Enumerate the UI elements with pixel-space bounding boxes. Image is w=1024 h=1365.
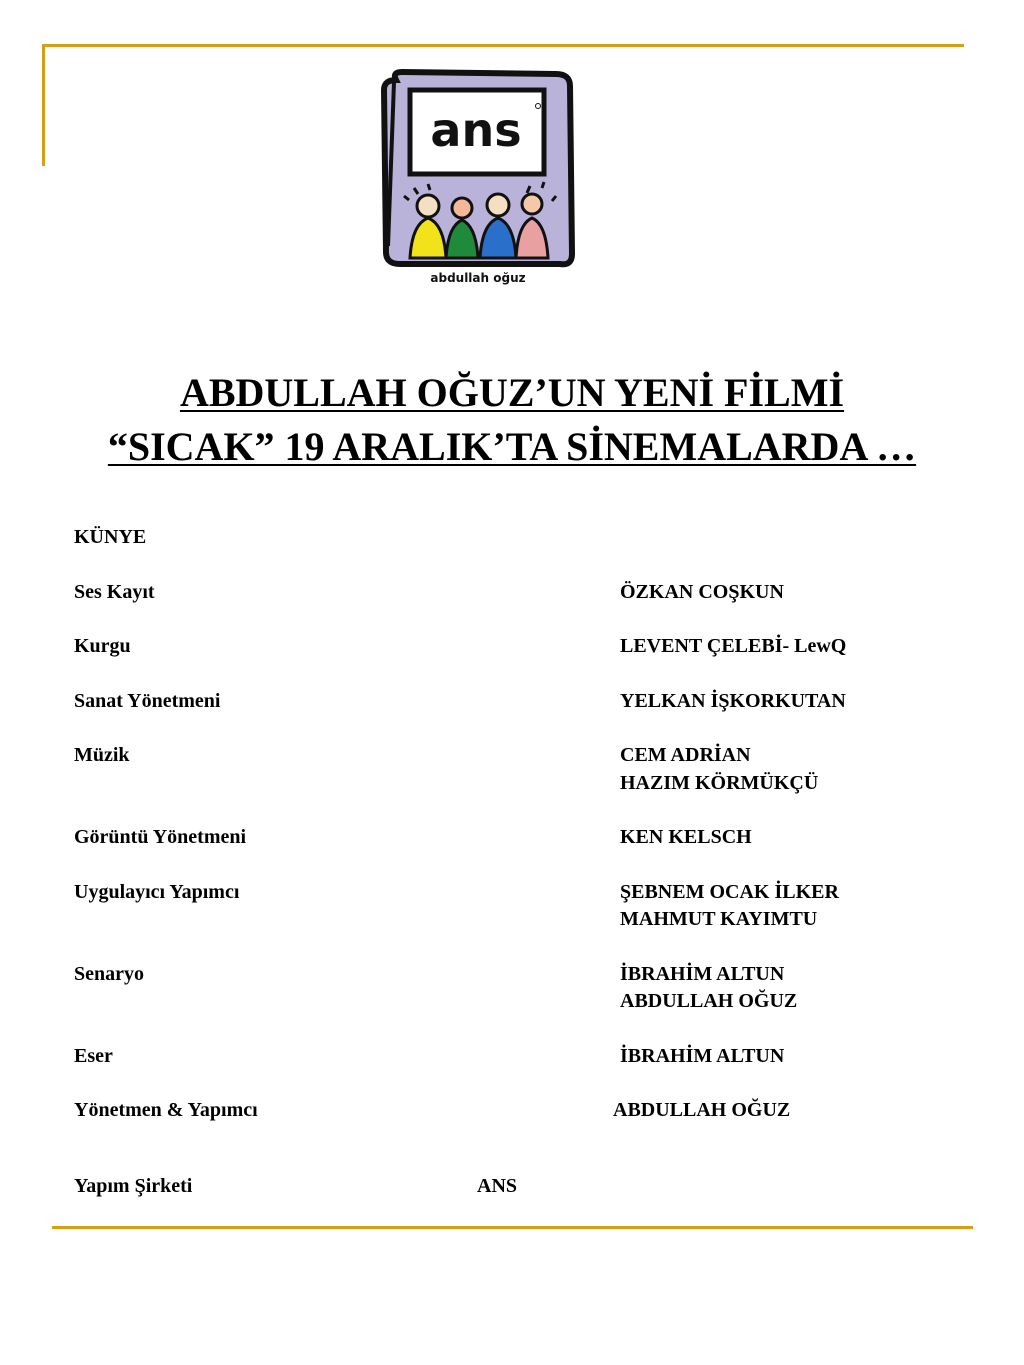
credit-value-kurgu: LEVENT ÇELEBİ- LewQ — [620, 635, 847, 657]
credit-label-uygulayici: Uygulayıcı Yapımcı — [74, 881, 240, 903]
credit-value-sanat: YELKAN İŞKORKUTAN — [620, 690, 846, 712]
logo-caption-text: abdullah oğuz — [430, 271, 526, 285]
ans-logo — [380, 66, 576, 288]
credit-value-uygulayici-1: ŞEBNEM OCAK İLKER — [620, 881, 839, 903]
logo-brand-text: ans — [430, 103, 522, 157]
credits-heading: KÜNYE — [74, 526, 147, 548]
credit-value-uygulayici-2: MAHMUT KAYIMTU — [620, 908, 818, 930]
frame-top-line — [42, 44, 964, 47]
credit-label-ses-kayit: Ses Kayıt — [74, 581, 155, 603]
credit-value-yonetmen: ABDULLAH OĞUZ — [613, 1099, 791, 1121]
credit-value-eser: İBRAHİM ALTUN — [620, 1045, 785, 1067]
credit-value-muzik-1: CEM ADRİAN — [620, 744, 751, 766]
frame-bottom-line — [52, 1226, 973, 1229]
credit-value-ses-kayit: ÖZKAN COŞKUN — [620, 581, 784, 603]
credit-label-muzik: Müzik — [74, 744, 130, 766]
credit-label-sirket: Yapım Şirketi — [74, 1175, 193, 1197]
credit-label-goruntu: Görüntü Yönetmeni — [74, 826, 247, 848]
credit-value-muzik-2: HAZIM KÖRMÜKÇÜ — [620, 772, 819, 794]
credit-value-sirket: ANS — [477, 1175, 518, 1197]
frame-left-line — [42, 44, 45, 166]
page-title-line2: “SICAK” 19 ARALIK’TA SİNEMALARDA … — [107, 424, 917, 469]
credit-label-sanat: Sanat Yönetmeni — [74, 690, 221, 712]
credit-value-goruntu: KEN KELSCH — [620, 826, 752, 848]
page-title-line1: ABDULLAH OĞUZ’UN YENİ FİLMİ — [179, 370, 845, 415]
credit-label-kurgu: Kurgu — [74, 635, 131, 657]
credit-label-senaryo: Senaryo — [74, 963, 144, 985]
credit-value-senaryo-2: ABDULLAH OĞUZ — [620, 990, 798, 1012]
credit-label-eser: Eser — [74, 1045, 113, 1067]
credit-value-senaryo-1: İBRAHİM ALTUN — [620, 963, 785, 985]
credit-label-yonetmen: Yönetmen & Yapımcı — [74, 1099, 258, 1121]
